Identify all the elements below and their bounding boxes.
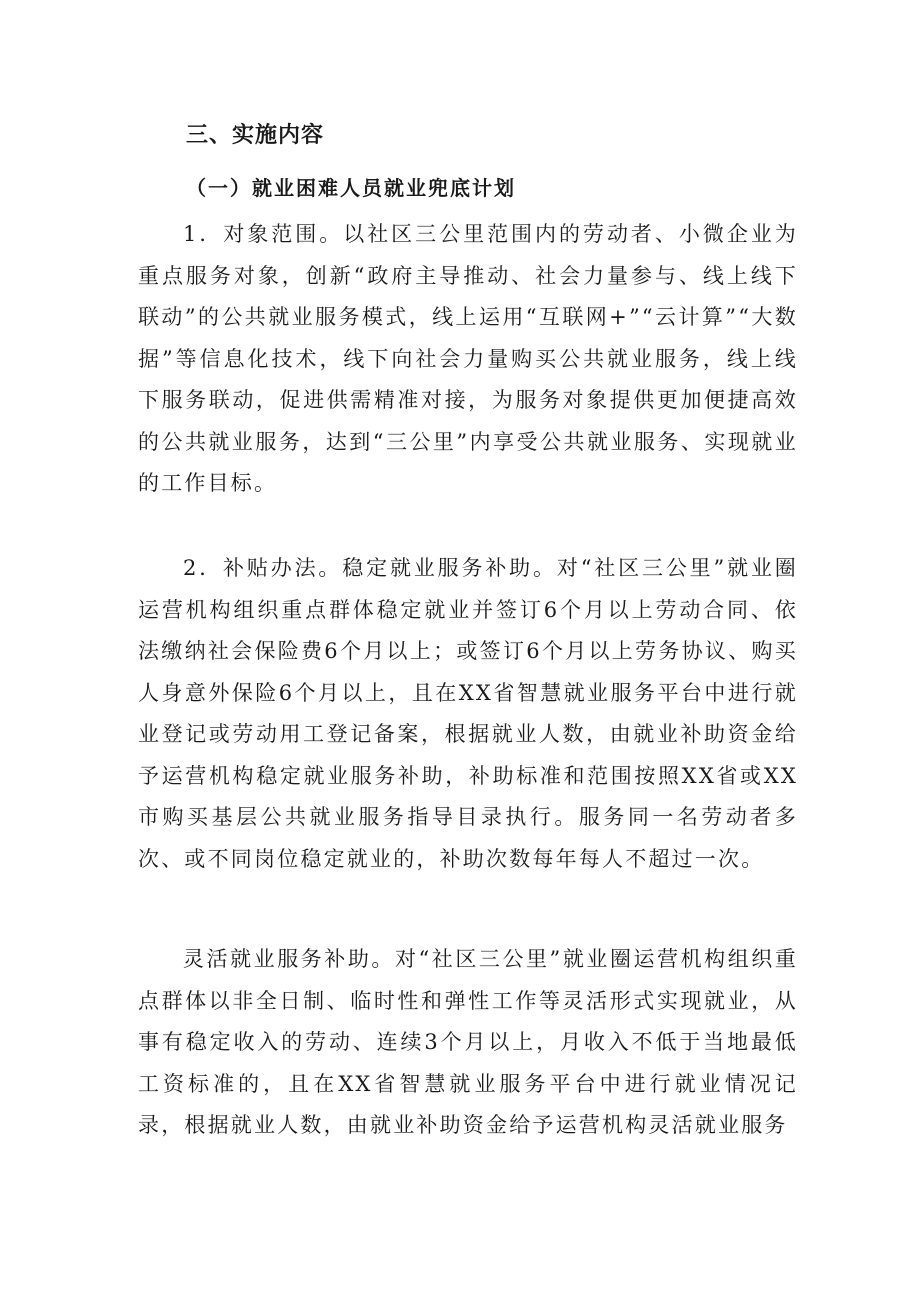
paragraph-flexible-employment: 灵活就业服务补助。对“社区三公里”就业圈运营机构组织重点群体以非全日制、临时性和弹性工作等灵活形式实现就业，从事有稳定收入的劳动、连续3个月以上，月收入不低于当地最低工资标准的，且在XX省智慧就业服务平台中进行就业情况记录，根据就业人数，由就业补助资金给予运营机构灵活就业服务	[138, 947, 798, 1137]
paragraph-scope: 1．对象范围。以社区三公里范围内的劳动者、小微企业为重点服务对象，创新“政府主导推动、社会力量参与、线上线下联动”的公共就业服务模式，线上运用“互联网+”“云计算”“大数据”等信息化技术，线下向社会力量购买公共就业服务，线上线下服务联动，促进供需精准对接，为服务对象提供更加便捷高效的公共就业服务，达到“三公里”内享受公共就业服务、实现就业的工作目标。	[138, 222, 798, 495]
paragraph-subsidy-method: 2．补贴办法。稳定就业服务补助。对“社区三公里”就业圈运营机构组织重点群体稳定就业并签订6个月以上劳动合同、依法缴纳社会保险费6个月以上；或签订6个月以上劳务协议、购买人身意外保险6个月以上，且在XX省智慧就业服务平台中进行就业登记或劳动用工登记备案，根据就业人数，由就业补助资金给予运营机构稳定就业服务补助，补助标准和范围按照XX省或XX市购买基层公共就业服务指导目录执行。服务同一名劳动者多次、或不同岗位稳定就业的，补助次数每年每人不超过一次。	[138, 556, 798, 871]
sub-heading: （一）就业困难人员就业兜底计划	[186, 176, 516, 200]
section-heading: 三、实施内容	[186, 123, 325, 148]
